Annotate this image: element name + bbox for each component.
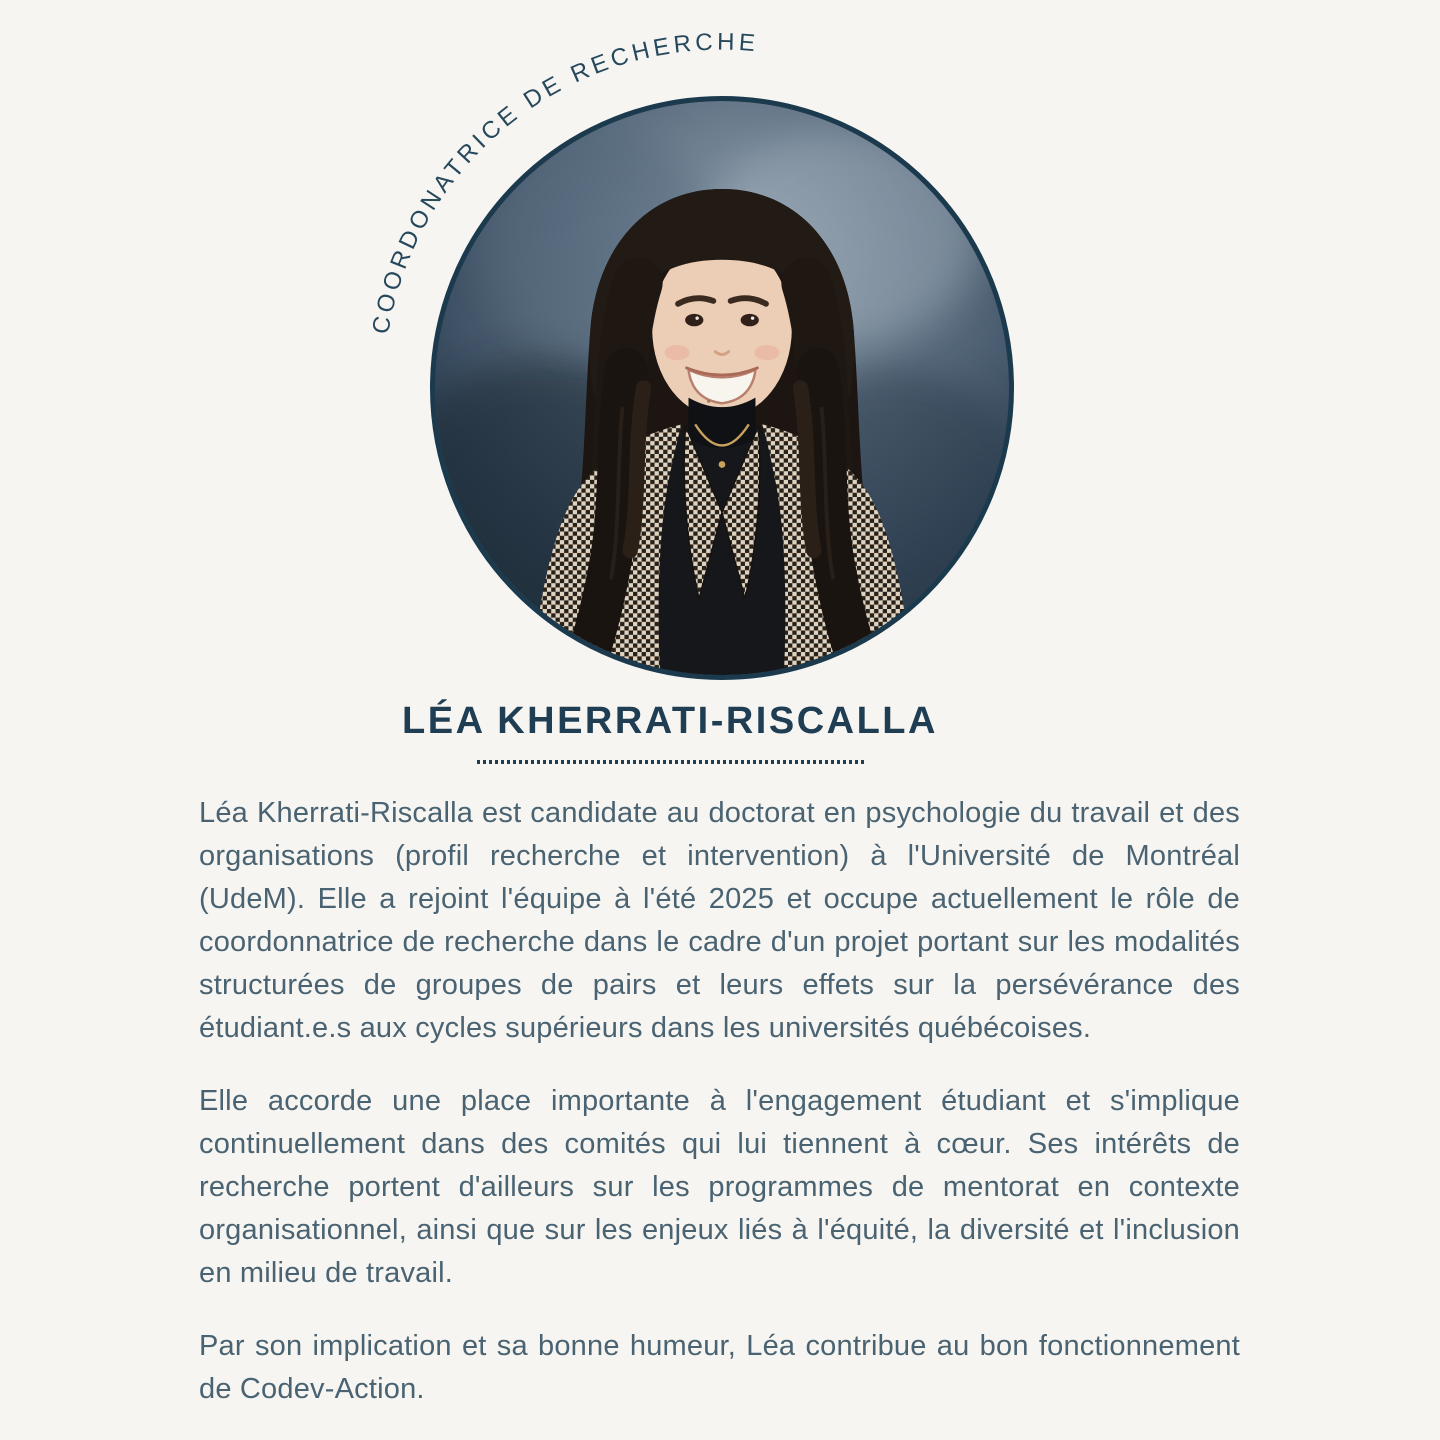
dotted-divider <box>477 760 867 764</box>
bio-paragraph-2: Elle accorde une place importante à l'engagement étudiant et s'implique continuellement dans des comités qui lui tiennent à cœur. Ses intérêts de recherche portent d'ailleurs sur les programmes de mentorat en contexte organisationnel, ainsi que sur les enjeux liés à l'équité, la diversité et l'inclusion en milieu de travail. <box>199 1085 1240 1289</box>
profile-name: LÉA KHERRATI-RISCALLA <box>402 700 938 742</box>
portrait-illustration <box>435 101 1009 675</box>
profile-photo <box>430 96 1014 680</box>
bio-paragraph-3: Par son implication et sa bonne humeur, Léa contribue au bon fonctionnement de Codev-Action. <box>199 1330 1240 1405</box>
role-arc-label: COORDONATRICE DE RECHERCHE <box>367 28 760 337</box>
bio-section <box>199 792 1240 1440</box>
bio-paragraph-1: Léa Kherrati-Riscalla est candidate au doctorat en psychologie du travail et des organisations (profil recherche et intervention) à l'Université de Montréal (UdeM). Elle a rejoint l'équipe à l'été 2025 et occupe actuellement le rôle de coordonnatrice de recherche dans le cadre d'un projet portant sur les modalités structurées de groupes de pairs et leurs effets sur la persévérance des étudiant.e.s aux cycles supérieurs dans les universités québécoises. <box>199 797 1240 1044</box>
